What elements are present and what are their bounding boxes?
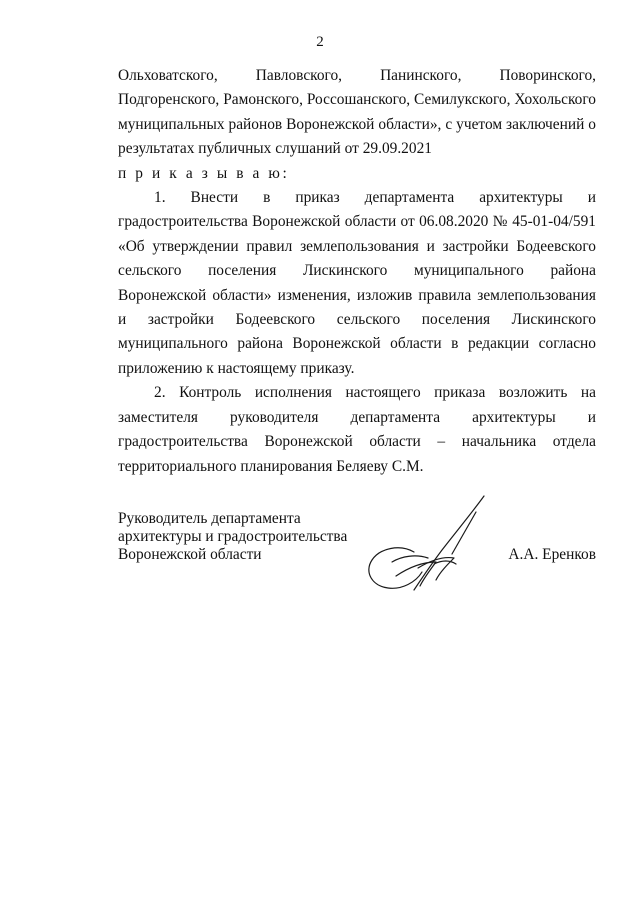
intro-paragraph: Ольховатского, Павловского, Панинского, Поворинского, Подгоренского, Рамонского, Россошанского, Семилукского, Хохольского муниципальных районов Воронежской области», с учетом заключений о результатах публичных слушаний от 29.09.2021 [118, 67, 596, 158]
signer-title-line-1: Руководитель департамента [118, 510, 301, 527]
document-body [118, 64, 596, 479]
signature-block [118, 510, 596, 610]
order-item-1: 1. Внести в приказ департамента архитектуры и градостроительства Воронежской области от 06.08.2020 № 45-01-04/591 «Об утверждении правил землепользования и застройки Бодеевского сельского поселения Лискинского муниципального района Воронежской области» изменения, изложив правила землепользования и застройки Бодеевского сельского поселения Лискинского муниципального района Воронежской области в редакции согласно приложению к настоящему приказу. [118, 189, 596, 377]
page-number: 2 [316, 34, 324, 50]
signer-title-line-2: архитектуры и градостроительства [118, 528, 348, 545]
signer-title [118, 510, 347, 564]
signer-name: А.А. Еренков [508, 546, 596, 563]
order-item-2: 2. Контроль исполнения настоящего приказа возложить на заместителя руководителя департамента архитектуры и градостроительства Воронежской области – начальника отдела территориального планирования Беляеву С.М. [118, 384, 596, 475]
signer-title-line-3: Воронежской области [118, 546, 262, 563]
order-word: п р и к а з ы в а ю: [118, 164, 290, 182]
handwritten-signature [356, 492, 526, 602]
